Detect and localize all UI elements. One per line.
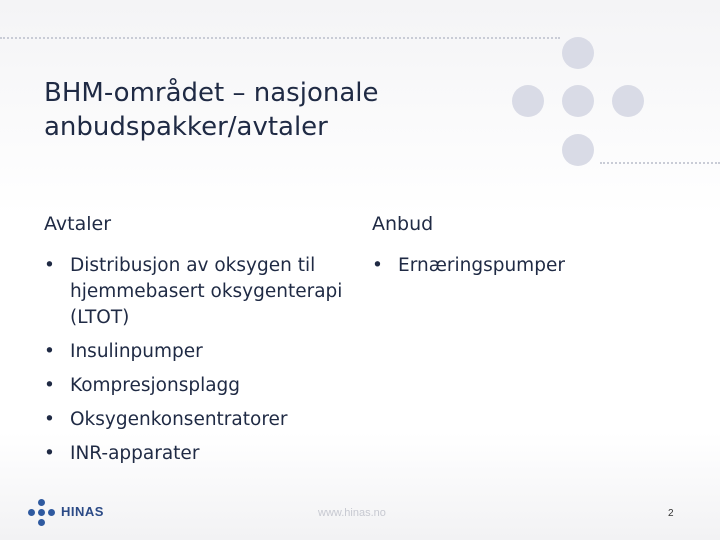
list-item bbox=[44, 441, 344, 467]
list-item-text: Ernæringspumper bbox=[398, 255, 565, 276]
list-item bbox=[44, 373, 344, 399]
slide-title: BHM-området – nasjonale anbudspakker/avtaler bbox=[44, 78, 379, 142]
footer-url: www.hinas.no bbox=[318, 507, 386, 519]
decor-dot bbox=[512, 85, 544, 117]
bullet-list-avtaler bbox=[44, 253, 344, 475]
decor-dot bbox=[612, 85, 644, 117]
list-item-text: INR-apparater bbox=[70, 443, 200, 464]
bullet-icon: • bbox=[44, 443, 55, 464]
bullet-icon: • bbox=[372, 255, 383, 276]
hinas-logo bbox=[28, 499, 138, 529]
decor-dot bbox=[562, 37, 594, 69]
list-item bbox=[44, 253, 344, 331]
list-item bbox=[44, 407, 344, 433]
decor-dot bbox=[562, 134, 594, 166]
list-item bbox=[372, 253, 672, 279]
logo-text: HINAS bbox=[61, 504, 104, 519]
list-item bbox=[44, 339, 344, 365]
page-number: 2 bbox=[668, 508, 674, 519]
dotted-divider-top bbox=[0, 37, 560, 39]
dotted-divider-right bbox=[600, 162, 720, 164]
bullet-icon: • bbox=[44, 341, 55, 362]
decor-dot bbox=[562, 85, 594, 117]
list-item-text: Insulinpumper bbox=[70, 341, 203, 362]
column-heading-anbud: Anbud bbox=[372, 213, 434, 235]
bullet-icon: • bbox=[44, 255, 55, 276]
list-item-text: Distribusjon av oksygen til hjemmebasert oksygenterapi (LTOT) bbox=[70, 255, 343, 328]
bullet-icon: • bbox=[44, 409, 55, 430]
hinas-logo-icon bbox=[28, 499, 56, 527]
bullet-list-anbud bbox=[372, 253, 672, 287]
bullet-icon: • bbox=[44, 375, 55, 396]
column-heading-avtaler: Avtaler bbox=[44, 213, 112, 235]
list-item-text: Kompresjonsplagg bbox=[70, 375, 241, 396]
list-item-text: Oksygenkonsentratorer bbox=[70, 409, 288, 430]
